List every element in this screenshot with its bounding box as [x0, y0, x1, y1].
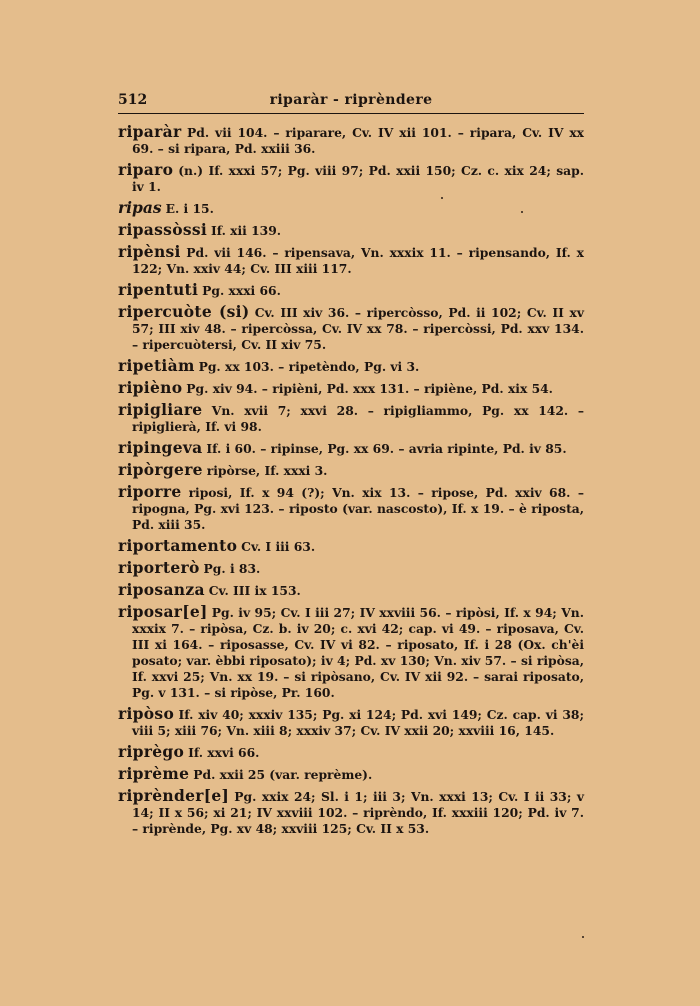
entry-headword: ripingeva [118, 438, 203, 457]
entry-headword: riposanza [118, 580, 205, 599]
entry-citations: If. xii 139. [211, 223, 282, 238]
dictionary-entry [118, 304, 584, 353]
entry-citations: Pd. xxii 25 (var. reprème). [193, 767, 373, 782]
entry-headword: riposar[e] [118, 602, 208, 621]
entry-citations: Pd. vii 104. – riparare, Cv. IV xii 101. – ripara, Cv. IV xx 69. – si ripara, Pd. xxiii 36. [132, 125, 584, 156]
dictionary-entry [118, 124, 584, 157]
entry-citations: (n.) If. xxxi 57; Pg. viii 97; Pd. xxii 150; Cz. c. xix 24; sap. iv 1. [132, 163, 584, 194]
speck [441, 197, 443, 199]
entry-headword: ripetiàm [118, 356, 195, 375]
speck [582, 936, 584, 938]
entry-list [118, 124, 584, 837]
entry-citations: Pg. xxix 24; Sl. i 1; iii 3; Vn. xxxi 13; Cv. I ii 33; v 14; II x 56; xi 21; IV xxviii 102. – riprèndo, If. xxxiii 120; Pd. iv 7. – riprènde, Pg. xv 48; xxviii 125; Cv. II x 53. [132, 789, 584, 836]
dictionary-entry [118, 282, 584, 299]
dictionary-entry [118, 484, 584, 533]
entry-headword: riprème [118, 764, 190, 783]
entry-headword: riprègo [118, 742, 185, 761]
dictionary-entry [118, 222, 584, 239]
entry-headword: ripièno [118, 378, 183, 397]
dictionary-entry [118, 244, 584, 277]
speck [521, 211, 523, 213]
entry-headword: riportamento [118, 536, 238, 555]
entry-citations: Pg. xxxi 66. [202, 283, 281, 298]
entry-citations: E. i 15. [165, 201, 214, 216]
dictionary-entry [118, 162, 584, 195]
dictionary-entry [118, 766, 584, 783]
entry-citations: ripòrse, If. xxxi 3. [206, 463, 328, 478]
entry-citations: Pg. xiv 94. – ripièni, Pd. xxx 131. – ripiène, Pd. xix 54. [186, 381, 553, 396]
dictionary-entry [118, 380, 584, 397]
dictionary-entry [118, 706, 584, 739]
page-header [118, 92, 584, 114]
entry-citations: Pg. xx 103. – ripetèndo, Pg. vi 3. [198, 359, 420, 374]
entry-citations: Cv. I iii 63. [241, 539, 316, 554]
entry-citations: If. xxvi 66. [188, 745, 260, 760]
entry-citations: If. xiv 40; xxxiv 135; Pg. xi 124; Pd. xvi 149; Cz. cap. vi 38; viii 5; xiii 76; Vn. xiii 8; xxxiv 37; Cv. IV xxii 20; xxviii 16, 145. [132, 707, 584, 738]
entry-headword: riparàr [118, 122, 182, 141]
entry-headword: riprènder[e] [118, 786, 230, 805]
dictionary-entry [118, 440, 584, 457]
entry-citations: Pg. iv 95; Cv. I iii 27; IV xxviii 56. – ripòsi, If. x 94; Vn. xxxix 7. – ripòsa, Cz. b. iv 20; c. xvi 42; cap. vi 49. – riposava, Cv. III xi 164. – riposasse, Cv. IV vi 82. – riposato, If. i 28 (Ox. ch'èi posato; var. èbbi riposato); iv 4; Pd. xv 130; Vn. xiv 57. – si ripòsa, If. xxvi 25; Vn. xx 19. – si ripòsano, Cv. IV xii 92. – sarai riposato, Pg. v 131. – si ripòse, Pr. 160. [132, 605, 584, 700]
dictionary-entry [118, 788, 584, 837]
entry-citations: Cv. III xiv 36. – ripercòsso, Pd. ii 102; Cv. II xv 57; III xiv 48. – ripercòssa, Cv. IV xx 78. – ripercòssi, Pd. xxv 134. – ripercuòtersi, Cv. II xiv 75. [132, 305, 584, 352]
entry-citations: Cv. III ix 153. [208, 583, 301, 598]
page-number: 512 [118, 92, 148, 108]
entry-headword: ripigliare [118, 400, 203, 419]
entry-headword: ripòso [118, 704, 175, 723]
dictionary-entry [118, 582, 584, 599]
entry-citations: riposi, If. x 94 (?); Vn. xix 13. – ripose, Pd. xxiv 68. – ripogna, Pg. xvi 123. – riposto (var. nascosto), If. x 19. – è riposta, Pd. xiii 35. [132, 485, 584, 532]
entry-headword: riporterò [118, 558, 200, 577]
entry-headword: ripercuòte (si) [118, 302, 250, 321]
dictionary-entry [118, 358, 584, 375]
running-head: riparàr - riprèndere [269, 92, 433, 108]
dictionary-entry [118, 744, 584, 761]
dictionary-entry [118, 604, 584, 701]
entry-headword: riparo [118, 160, 174, 179]
dictionary-entry [118, 200, 584, 217]
entry-citations: Vn. xvii 7; xxvi 28. – ripigliammo, Pg. xx 142. – ripiglierà, If. vi 98. [132, 403, 584, 434]
entry-citations: Pd. vii 146. – ripensava, Vn. xxxix 11. – ripensando, If. x 122; Vn. xxiv 44; Cv. III xiii 117. [132, 245, 584, 276]
entry-citations: Pg. i 83. [203, 561, 261, 576]
dictionary-entry [118, 560, 584, 577]
entry-headword: ripentuti [118, 280, 199, 299]
entry-headword: ripassòssi [118, 220, 208, 239]
dictionary-entry [118, 402, 584, 435]
dictionary-entry [118, 538, 584, 555]
entry-headword: ripòrgere [118, 460, 203, 479]
dictionary-page [118, 92, 584, 842]
entry-headword: riporre [118, 482, 182, 501]
entry-headword: ripas [118, 198, 162, 217]
entry-citations: If. i 60. – ripinse, Pg. xx 69. – avria ripinte, Pd. iv 85. [206, 441, 567, 456]
entry-headword: ripènsi [118, 242, 181, 261]
dictionary-entry [118, 462, 584, 479]
